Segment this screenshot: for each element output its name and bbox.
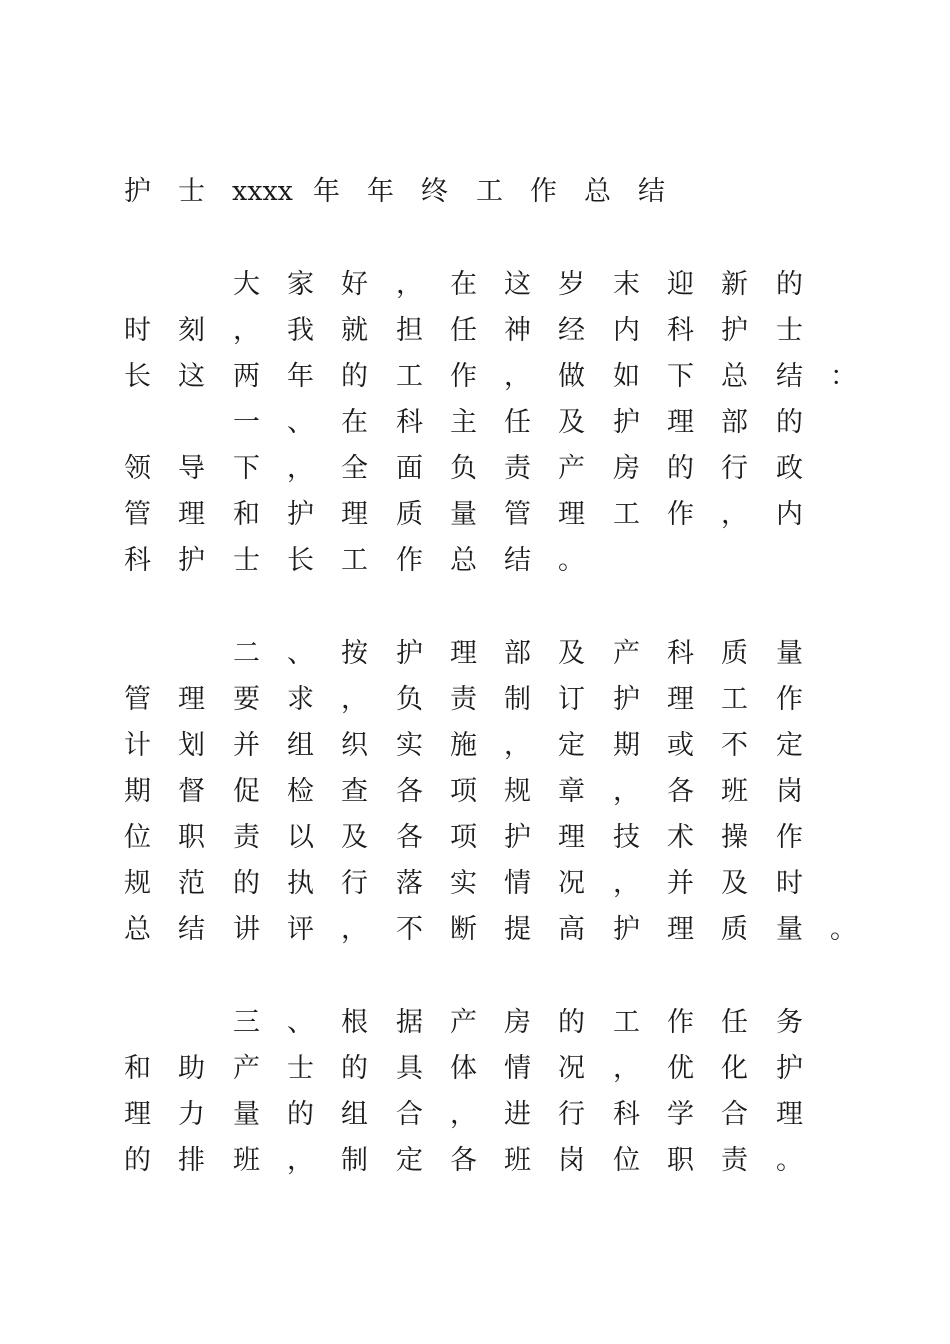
paragraph-line <box>0 774 950 810</box>
line-char: 工 <box>613 1007 640 1038</box>
line-char: ， <box>504 730 531 761</box>
line-char: 及 <box>341 822 368 853</box>
line-char: 质 <box>396 499 423 530</box>
line-char: 理 <box>558 822 585 853</box>
line-char: 新 <box>721 269 748 300</box>
paragraph-line <box>0 1097 950 1133</box>
line-char: ， <box>341 684 368 715</box>
line-char: 科 <box>667 315 694 346</box>
line-char: ， <box>287 453 314 484</box>
line-char: 作 <box>450 361 477 392</box>
line-char: 下 <box>667 361 694 392</box>
line-char: 年 <box>287 361 314 392</box>
line-char: 护 <box>178 545 205 576</box>
line-char: 时 <box>124 315 151 346</box>
paragraph-line <box>0 1005 950 1041</box>
line-char: 以 <box>287 822 314 853</box>
line-char: 按 <box>341 638 368 669</box>
line-char: 理 <box>450 638 477 669</box>
line-char: 的 <box>233 868 260 899</box>
line-char: 合 <box>721 1099 748 1130</box>
line-char: 末 <box>613 269 640 300</box>
title-char: 年 <box>313 176 340 207</box>
line-char: 具 <box>396 1053 423 1084</box>
line-char: 并 <box>233 730 260 761</box>
line-char: 项 <box>450 822 477 853</box>
line-char: 。 <box>776 1145 803 1176</box>
line-char: 量 <box>776 914 803 945</box>
line-char: 任 <box>504 407 531 438</box>
line-char: 一 <box>233 407 260 438</box>
line-char: 制 <box>504 684 531 715</box>
line-char: 订 <box>558 684 585 715</box>
line-char: 的 <box>341 1053 368 1084</box>
line-char: 不 <box>721 730 748 761</box>
line-char: 班 <box>504 1145 531 1176</box>
paragraph-line <box>0 267 950 303</box>
line-char: 排 <box>178 1145 205 1176</box>
line-char: 长 <box>287 545 314 576</box>
line-char: 据 <box>396 1007 423 1038</box>
line-char: 的 <box>341 361 368 392</box>
line-char: 定 <box>776 730 803 761</box>
line-char: 工 <box>613 499 640 530</box>
line-char: 在 <box>341 407 368 438</box>
paragraph-line <box>0 497 950 533</box>
line-char: 管 <box>124 684 151 715</box>
paragraph-line <box>0 359 950 395</box>
line-char: 好 <box>341 269 368 300</box>
line-char: 任 <box>721 1007 748 1038</box>
line-char: 施 <box>450 730 477 761</box>
line-char: 的 <box>667 453 694 484</box>
paragraph-line <box>0 1051 950 1087</box>
line-char: 根 <box>341 1007 368 1038</box>
line-char: 产 <box>613 638 640 669</box>
line-char: 计 <box>124 730 151 761</box>
title-char: xxxx <box>232 176 293 207</box>
line-char: 量 <box>776 638 803 669</box>
line-char: 力 <box>178 1099 205 1130</box>
line-char: 及 <box>558 638 585 669</box>
line-char: 房 <box>613 453 640 484</box>
line-char: 量 <box>233 1099 260 1130</box>
line-char: 检 <box>287 776 314 807</box>
line-char: 量 <box>450 499 477 530</box>
title-char: 士 <box>178 176 205 207</box>
line-char: ， <box>450 1099 477 1130</box>
line-char: 责 <box>721 1145 748 1176</box>
line-char: 导 <box>178 453 205 484</box>
line-char: 内 <box>613 315 640 346</box>
line-char: 政 <box>776 453 803 484</box>
line-char: 两 <box>233 361 260 392</box>
line-char: 并 <box>667 868 694 899</box>
title-char: 工 <box>476 176 503 207</box>
line-char: 士 <box>776 315 803 346</box>
line-char: 及 <box>721 868 748 899</box>
line-char: 领 <box>124 453 151 484</box>
line-char: 部 <box>721 407 748 438</box>
line-char: 任 <box>450 315 477 346</box>
paragraph-line <box>0 313 950 349</box>
line-char: 岁 <box>558 269 585 300</box>
line-char: 长 <box>124 361 151 392</box>
line-char: ， <box>287 1145 314 1176</box>
line-char: 我 <box>287 315 314 346</box>
line-char: 负 <box>396 684 423 715</box>
line-char: ， <box>233 315 260 346</box>
line-char: 工 <box>341 545 368 576</box>
line-char: 主 <box>450 407 477 438</box>
line-char: 行 <box>341 868 368 899</box>
line-char: 迎 <box>667 269 694 300</box>
line-char: 结 <box>504 545 531 576</box>
line-char: 责 <box>233 822 260 853</box>
line-char: 各 <box>396 822 423 853</box>
line-char: 的 <box>776 407 803 438</box>
line-char: 的 <box>124 1145 151 1176</box>
line-char: 总 <box>124 914 151 945</box>
line-char: 在 <box>450 269 477 300</box>
line-char: 或 <box>667 730 694 761</box>
paragraph-line <box>0 866 950 902</box>
line-char: 职 <box>178 822 205 853</box>
line-char: 各 <box>667 776 694 807</box>
line-char: 结 <box>776 361 803 392</box>
line-char: 查 <box>341 776 368 807</box>
line-char: 负 <box>450 453 477 484</box>
line-char: 执 <box>287 868 314 899</box>
line-char: 况 <box>558 868 585 899</box>
line-char: 高 <box>558 914 585 945</box>
line-char: 学 <box>667 1099 694 1130</box>
line-char: 助 <box>178 1053 205 1084</box>
line-char: 岗 <box>558 1145 585 1176</box>
paragraph-line <box>0 682 950 718</box>
paragraph-line <box>0 1143 950 1179</box>
line-char: 科 <box>124 545 151 576</box>
title-char: 护 <box>124 176 151 207</box>
paragraph-line <box>0 451 950 487</box>
line-char: 定 <box>558 730 585 761</box>
line-char: ， <box>613 1053 640 1084</box>
line-char: 。 <box>830 914 857 945</box>
line-char: 士 <box>233 545 260 576</box>
line-char: 织 <box>341 730 368 761</box>
title-char: 作 <box>530 176 557 207</box>
line-char: ， <box>721 499 748 530</box>
line-char: ， <box>613 868 640 899</box>
line-char: 担 <box>396 315 423 346</box>
line-char: 作 <box>776 684 803 715</box>
line-char: 作 <box>667 1007 694 1038</box>
line-char: 工 <box>396 361 423 392</box>
line-char: 和 <box>233 499 260 530</box>
line-char: 。 <box>558 545 585 576</box>
line-char: 技 <box>613 822 640 853</box>
line-char: 三 <box>233 1007 260 1038</box>
line-char: 理 <box>776 1099 803 1130</box>
paragraph-line <box>0 543 950 579</box>
line-char: 下 <box>233 453 260 484</box>
line-char: ， <box>341 914 368 945</box>
line-char: 房 <box>504 1007 531 1038</box>
title-char: 年 <box>367 176 394 207</box>
line-char: 、 <box>287 638 314 669</box>
line-char: 护 <box>721 315 748 346</box>
line-char: 行 <box>558 1099 585 1130</box>
paragraph-line <box>0 636 950 672</box>
document-title <box>0 174 950 210</box>
line-char: 操 <box>721 822 748 853</box>
line-char: 理 <box>667 684 694 715</box>
line-char: 护 <box>613 914 640 945</box>
line-char: 术 <box>667 822 694 853</box>
line-char: 这 <box>504 269 531 300</box>
line-char: 大 <box>233 269 260 300</box>
line-char: 的 <box>287 1099 314 1130</box>
line-char: 二 <box>233 638 260 669</box>
line-char: 要 <box>233 684 260 715</box>
line-char: 总 <box>721 361 748 392</box>
title-char: 结 <box>638 176 665 207</box>
title-char: 总 <box>584 176 611 207</box>
line-char: 内 <box>776 499 803 530</box>
line-char: 刻 <box>178 315 205 346</box>
line-char: 期 <box>613 730 640 761</box>
line-char: 管 <box>124 499 151 530</box>
line-char: 定 <box>396 1145 423 1176</box>
line-char: 落 <box>396 868 423 899</box>
line-char: 士 <box>287 1053 314 1084</box>
line-char: 及 <box>558 407 585 438</box>
line-char: 理 <box>667 407 694 438</box>
line-char: 的 <box>558 1007 585 1038</box>
line-char: 、 <box>287 407 314 438</box>
line-char: 实 <box>396 730 423 761</box>
line-char: 时 <box>776 868 803 899</box>
line-char: 作 <box>776 822 803 853</box>
line-char: 职 <box>667 1145 694 1176</box>
line-char: 情 <box>504 868 531 899</box>
line-char: 产 <box>450 1007 477 1038</box>
line-char: 理 <box>558 499 585 530</box>
line-char: 科 <box>667 638 694 669</box>
line-char: 质 <box>721 638 748 669</box>
line-char: ， <box>504 361 531 392</box>
line-char: 护 <box>287 499 314 530</box>
line-char: 提 <box>504 914 531 945</box>
line-char: 经 <box>558 315 585 346</box>
line-char: 护 <box>613 684 640 715</box>
line-char: 断 <box>450 914 477 945</box>
line-char: 理 <box>124 1099 151 1130</box>
line-char: 讲 <box>233 914 260 945</box>
line-char: 促 <box>233 776 260 807</box>
line-char: 的 <box>776 269 803 300</box>
line-char: 结 <box>178 914 205 945</box>
paragraph-line <box>0 405 950 441</box>
line-char: 岗 <box>776 776 803 807</box>
line-char: 部 <box>504 638 531 669</box>
line-char: 范 <box>178 868 205 899</box>
paragraph-line <box>0 820 950 856</box>
line-char: 优 <box>667 1053 694 1084</box>
line-char: 护 <box>776 1053 803 1084</box>
line-char: 做 <box>558 361 585 392</box>
line-char: 作 <box>396 545 423 576</box>
line-char: 责 <box>504 453 531 484</box>
line-char: 理 <box>341 499 368 530</box>
line-char: 组 <box>287 730 314 761</box>
line-char: 督 <box>178 776 205 807</box>
line-char: 合 <box>396 1099 423 1130</box>
line-char: ， <box>613 776 640 807</box>
line-char: 管 <box>504 499 531 530</box>
line-char: 这 <box>178 361 205 392</box>
line-char: 组 <box>341 1099 368 1130</box>
line-char: 情 <box>504 1053 531 1084</box>
line-char: 行 <box>721 453 748 484</box>
line-char: 班 <box>233 1145 260 1176</box>
line-char: 各 <box>450 1145 477 1176</box>
line-char: 化 <box>721 1053 748 1084</box>
line-char: 如 <box>613 361 640 392</box>
line-char: 护 <box>396 638 423 669</box>
line-char: 项 <box>450 776 477 807</box>
line-char: 制 <box>341 1145 368 1176</box>
line-char: 规 <box>124 868 151 899</box>
line-char: 况 <box>558 1053 585 1084</box>
line-char: 工 <box>721 684 748 715</box>
line-char: 作 <box>667 499 694 530</box>
line-char: 期 <box>124 776 151 807</box>
line-char: 科 <box>396 407 423 438</box>
line-char: 理 <box>178 499 205 530</box>
line-char: 总 <box>450 545 477 576</box>
line-char: 护 <box>613 407 640 438</box>
line-char: 务 <box>776 1007 803 1038</box>
line-char: 划 <box>178 730 205 761</box>
line-char: 各 <box>396 776 423 807</box>
line-char: 进 <box>504 1099 531 1130</box>
line-char: 质 <box>721 914 748 945</box>
line-char: 班 <box>721 776 748 807</box>
line-char: 产 <box>233 1053 260 1084</box>
line-char: 和 <box>124 1053 151 1084</box>
line-char: 章 <box>558 776 585 807</box>
line-char: 、 <box>287 1007 314 1038</box>
line-char: ， <box>396 269 423 300</box>
line-char: 家 <box>287 269 314 300</box>
line-char: ： <box>830 361 857 392</box>
line-char: 评 <box>287 914 314 945</box>
line-char: 位 <box>613 1145 640 1176</box>
line-char: 实 <box>450 868 477 899</box>
line-char: 体 <box>450 1053 477 1084</box>
line-char: 神 <box>504 315 531 346</box>
line-char: 位 <box>124 822 151 853</box>
line-char: 规 <box>504 776 531 807</box>
line-char: 理 <box>178 684 205 715</box>
line-char: 产 <box>558 453 585 484</box>
line-char: 就 <box>341 315 368 346</box>
line-char: 求 <box>287 684 314 715</box>
paragraph-line <box>0 912 950 948</box>
line-char: 责 <box>450 684 477 715</box>
line-char: 面 <box>396 453 423 484</box>
line-char: 护 <box>504 822 531 853</box>
title-char: 终 <box>421 176 448 207</box>
line-char: 全 <box>341 453 368 484</box>
line-char: 理 <box>667 914 694 945</box>
line-char: 科 <box>613 1099 640 1130</box>
line-char: 不 <box>396 914 423 945</box>
paragraph-line <box>0 728 950 764</box>
